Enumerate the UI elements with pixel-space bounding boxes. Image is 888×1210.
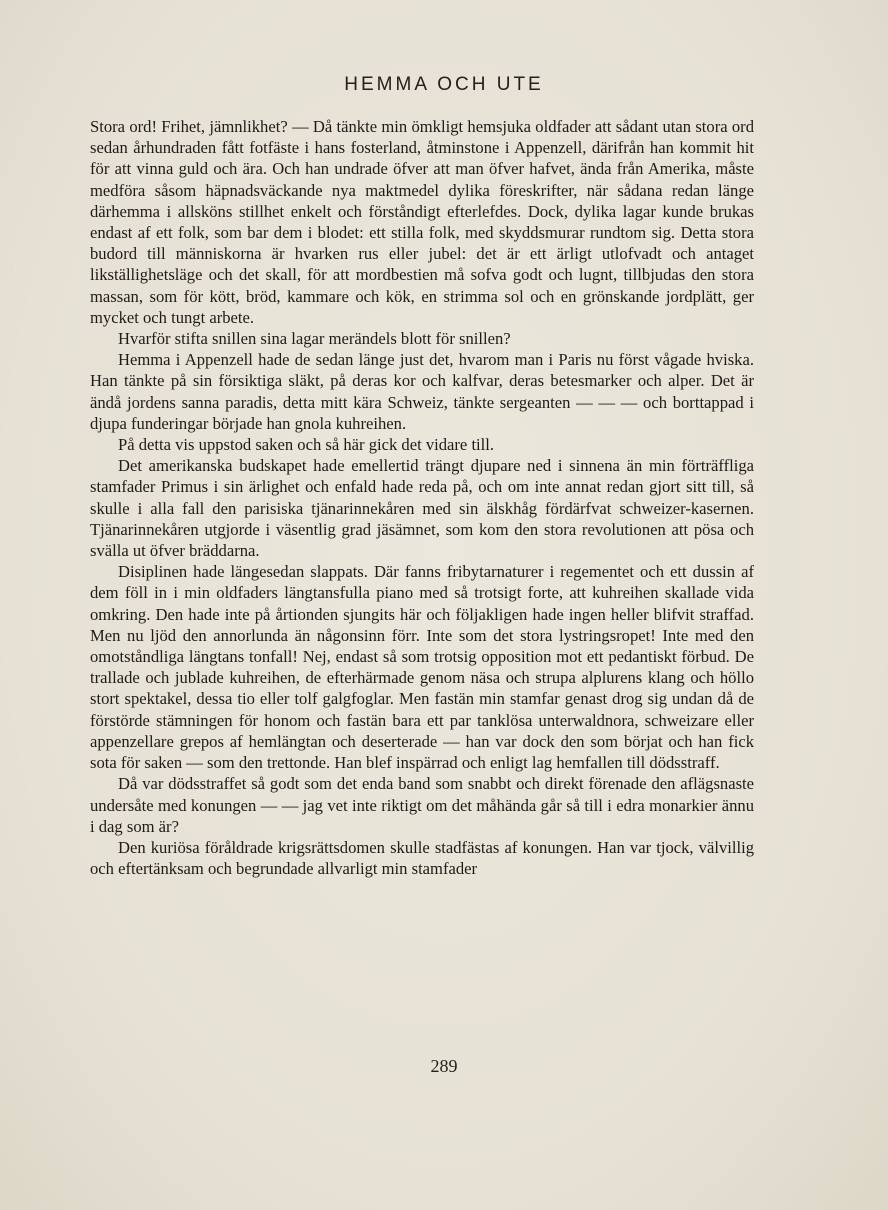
paragraph: Hvarför stifta snillen sina lagar merändels blott för snillen? <box>118 329 511 349</box>
paragraph: Det amerikanska budskapet hade emellertid trängt djupare ned i sinnena än min förträffliga stamfader Primus i sin ärlighet och enfald hade reda på, och om inte annat redan gjort sitt till, så skulle i alla fall den parisiska tjänarinnekåren med sin älskhåg fördärfvat schweizer-kasernen. Tjänarinnekåren utgjorde i väsentlig grad jäsämnet, som kom den stora revolutionen att pösa och svälla ut öfver bräddarna. <box>90 456 754 561</box>
paragraph: Den kuriösa föråldrade krigsrättsdomen skulle stadfästas af konungen. Han var tjock, välvillig och eftertänksam och begrundade allvarligt min stamfader <box>90 837 754 879</box>
paragraph: Disiplinen hade längesedan slappats. Där fanns fribytarnaturer i regementet och ett dussin af dem föll in i min oldfaders längtansfulla piano med så trotsigt forte, att kuhreihen skallade vida omkring. Den hade inte på årtionden sjungits här och följakligen hade ingen heller blifvit straffad. Men nu ljöd den annorlunda än någonsinn förr. Inte som det stora lystringsropet! Inte med den omotståndliga längtans tonfall! Nej, endast så som trotsig opposition mot ett pedantiskt förbud. De trallade och jublade kuhreihen, de efterhärmade genom näsa och strupa alplurens klang och höllo stort spektakel, dessa tio eller tolf galgfoglar. Men fastän min stamfar genast drog sig undan då de förstörde stämningen för honom och fastän bara ett par tanklösa unterwaldnora, schweizare eller appenzellare grepos af hemlängtan och deserterade — han var dock den som börjat och han fick sota för saken — som den trettonde. Han blef inspärrad och enligt lag hemfallen till dödsstraff. <box>90 562 754 773</box>
paragraph: Då var dödsstraffet så godt som det enda band som snabbt och direkt förenade den aflägsnaste undersåte med konungen — — jag vet inte riktigt om det måhända går så till i edra monarkier ännu i dag som är? <box>90 774 754 836</box>
running-head: HEMMA OCH UTE <box>344 74 544 95</box>
page-number: 289 <box>430 1056 458 1076</box>
paragraph: Hemma i Appenzell hade de sedan länge just det, hvarom man i Paris nu först vågade hviska. Han tänkte på sin försiktiga släkt, på deras kor och kalfvar, deras betesmarker och alper. Det är ändå jordens sanna paradis, detta mitt kära Schweiz, tänkte sergeanten — — — och borttappad i djupa funderingar började han gnola kuhreihen. <box>90 350 754 433</box>
paragraph: På detta vis uppstod saken och så här gick det vidare till. <box>118 435 495 455</box>
paragraph: Stora ord! Frihet, jämnlikhet? — Då tänkte min ömkligt hemsjuka oldfader att sådant utan stora ord sedan århundraden fått fotfäste i hans fosterland, åtminstone i Appenzell, därifrån han kommit hit för att vinna guld och ära. Och han undrade öfver att man öfver hafvet, ända från Amerika, måste medföra såsom häpnadsväckande nya maktmedel dylika föreskrifter, när sådana redan länge därhemma i allsköns stillhet enkelt och förståndigt efterlefdes. Dock, dylika lagar kunde brukas endast af ett folk, som bar dem i blodet: ett stilla folk, med skyddsmurar rundtom sig. Detta stora budord till människorna är hvarken rus eller jubel: det är ett ärligt utlofvadt och antaget likställighetsläge och det skall, för att mordbestien må sofva godt och lugnt, tillbjudas den stora massan, som för kött, bröd, kammare och kök, en strimma sol och en grönskande jordplätt, ger mycket och tungt arbete. <box>90 117 754 327</box>
body-text <box>90 116 754 879</box>
